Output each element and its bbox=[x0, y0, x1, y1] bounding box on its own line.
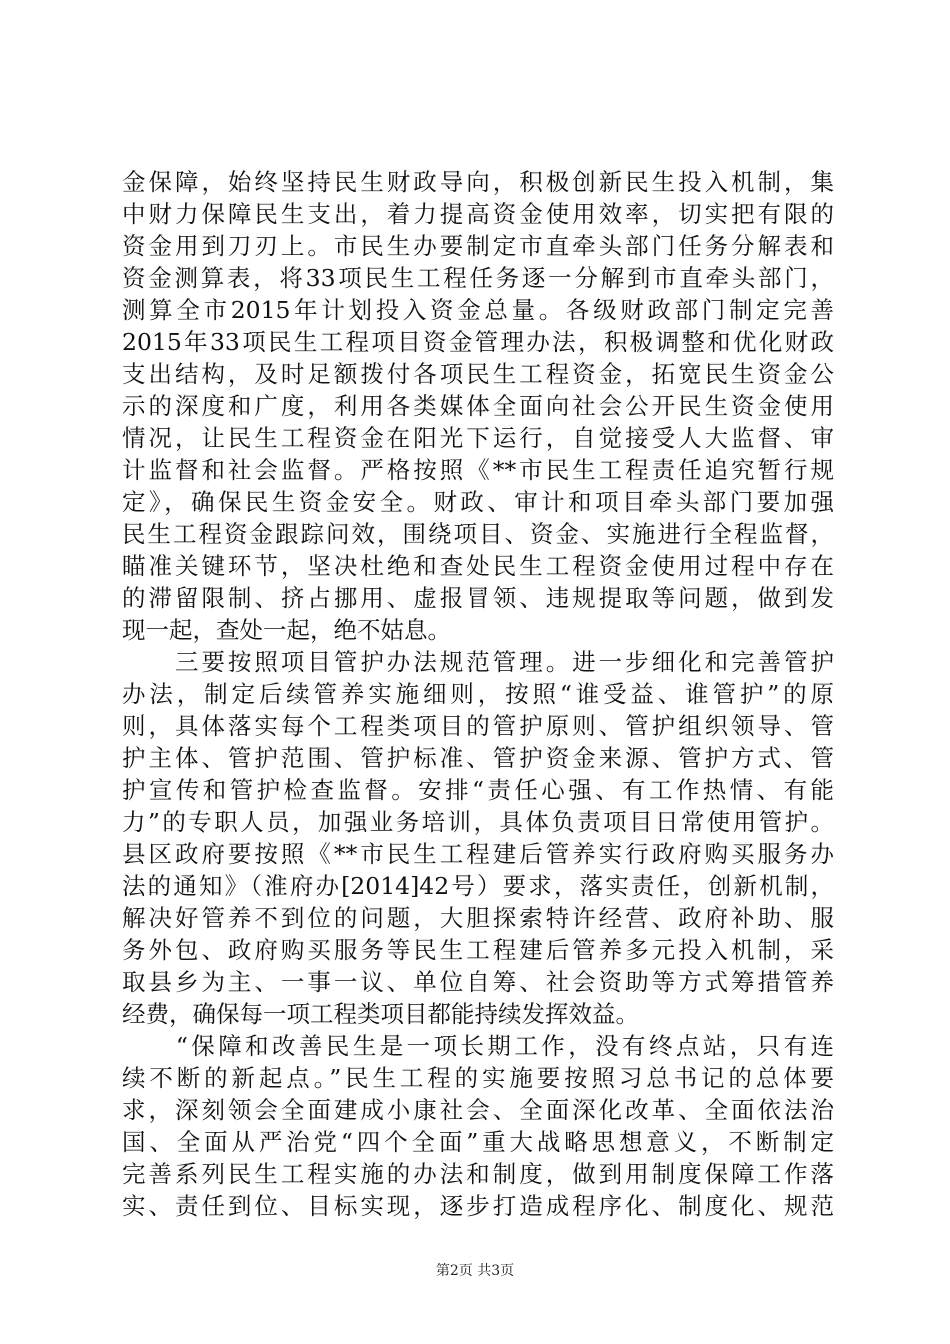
text-line: 资金用到刀刃上。市民生办要制定市直牵头部门任务分解表和 bbox=[122, 232, 834, 260]
text-line: 2015年33项民生工程项目资金管理办法，积极调整和优化财政 bbox=[122, 328, 834, 356]
paragraph bbox=[122, 646, 834, 1030]
text-line: 的滞留限制、挤占挪用、虚报冒领、违规提取等问题，做到发 bbox=[122, 584, 834, 612]
text-line: 测算全市2015年计划投入资金总量。各级财政部门制定完善 bbox=[122, 296, 834, 324]
text-line: 解决好管养不到位的问题，大胆探索特许经营、政府补助、服 bbox=[122, 904, 834, 932]
text-line: 定》，确保民生资金安全。财政、审计和项目牵头部门要加强 bbox=[122, 488, 834, 516]
text-line: 金保障，始终坚持民生财政导向，积极创新民生投入机制，集 bbox=[122, 168, 834, 196]
text-line: 务外包、政府购买服务等民生工程建后管养多元投入机制，采 bbox=[122, 936, 834, 964]
text-line: 计监督和社会监督。严格按照《**市民生工程责任追究暂行规 bbox=[122, 456, 834, 484]
text-line: “保障和改善民生是一项长期工作，没有终点站，只有连 bbox=[122, 1032, 834, 1060]
text-line: 力”的专职人员，加强业务培训，具体负责项目日常使用管护。 bbox=[122, 808, 834, 836]
text-line: 求，深刻领会全面建成小康社会、全面深化改革、全面依法治 bbox=[122, 1096, 834, 1124]
text-line: 支出结构，及时足额拨付各项民生工程资金，拓宽民生资金公 bbox=[122, 360, 834, 388]
paragraph bbox=[122, 1030, 834, 1222]
text-line: 民生工程资金跟踪问效，围绕项目、资金、实施进行全程监督， bbox=[122, 520, 834, 548]
text-line: 现一起，查处一起，绝不姑息。 bbox=[122, 616, 451, 644]
paragraph bbox=[122, 166, 834, 646]
text-line: 法的通知》（淮府办[2014]42号）要求，落实责任，创新机制， bbox=[122, 872, 834, 900]
text-line: 国、全面从严治党“四个全面”重大战略思想意义，不断制定 bbox=[122, 1128, 834, 1156]
text-line: 办法，制定后续管养实施细则，按照“谁受益、谁管护”的原 bbox=[122, 680, 834, 708]
text-line: 完善系列民生工程实施的办法和制度，做到用制度保障工作落 bbox=[122, 1160, 834, 1188]
text-line: 三要按照项目管护办法规范管理。进一步细化和完善管护 bbox=[122, 648, 834, 676]
text-line: 示的深度和广度，利用各类媒体全面向社会公开民生资金使用 bbox=[122, 392, 834, 420]
page-number-footer: 第2页 共3页 bbox=[435, 1263, 515, 1279]
text-line: 瞄准关键环节，坚决杜绝和查处民生工程资金使用过程中存在 bbox=[122, 552, 834, 580]
text-line: 情况，让民生工程资金在阳光下运行，自觉接受人大监督、审 bbox=[122, 424, 834, 452]
text-line: 护宣传和管护检查监督。安排“责任心强、有工作热情、有能 bbox=[122, 776, 834, 804]
text-line: 经费，确保每一项工程类项目都能持续发挥效益。 bbox=[122, 1000, 639, 1028]
document-body bbox=[122, 166, 834, 1222]
text-line: 取县乡为主、一事一议、单位自筹、社会资助等方式筹措管养 bbox=[122, 968, 834, 996]
text-line: 续不断的新起点。”民生工程的实施要按照习总书记的总体要 bbox=[122, 1064, 834, 1092]
text-line: 实、责任到位、目标实现，逐步打造成程序化、制度化、规范 bbox=[122, 1192, 834, 1220]
text-line: 县区政府要按照《**市民生工程建后管养实行政府购买服务办 bbox=[122, 840, 834, 868]
text-line: 中财力保障民生支出，着力提高资金使用效率，切实把有限的 bbox=[122, 200, 834, 228]
text-line: 则，具体落实每个工程类项目的管护原则、管护组织领导、管 bbox=[122, 712, 834, 740]
text-line: 资金测算表，将33项民生工程任务逐一分解到市直牵头部门， bbox=[122, 264, 834, 292]
text-line: 护主体、管护范围、管护标准、管护资金来源、管护方式、管 bbox=[122, 744, 834, 772]
